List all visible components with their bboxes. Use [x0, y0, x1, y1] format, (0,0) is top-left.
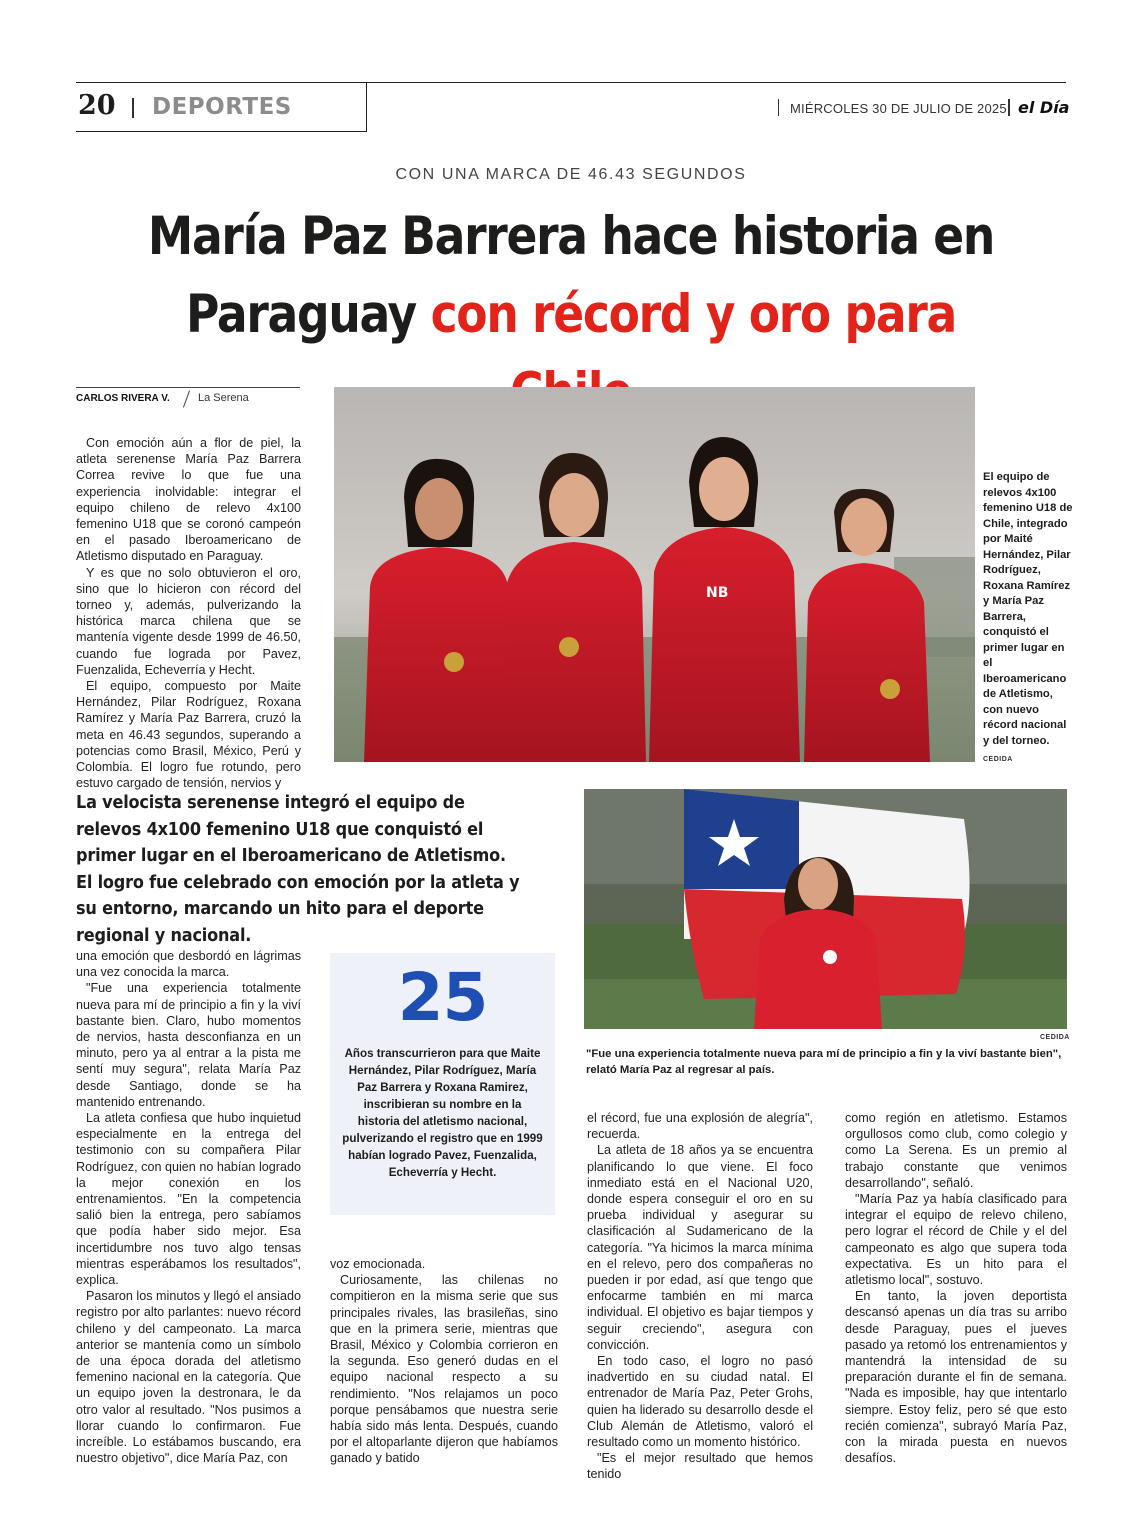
body-paragraph: En todo caso, el logro no pasó inadvertido en su ciudad natal. El entrenador de María Paz, Peter Grohs, quien ha liderado su desarrollo desde el Club Alemán de Atletismo, valoró el resultado como un momento histórico.	[587, 1354, 813, 1450]
body-paragraph: Y es que no solo obtuvieron el oro, sino que lo hicieron con récord del torneo y, además, pulverizando la histórica marca chilena que se mantenía vigente desde 1999 de 46.50, cuando fue lograda por Pavez, Fuenzalida, Echeverría y Hecht.	[76, 565, 301, 677]
highlight-box	[330, 953, 555, 1215]
headline-red-part: con récord y oro para	[430, 284, 957, 345]
flag-photo-credit: CEDIDA	[1040, 1034, 1070, 1041]
body-column-1-bottom	[76, 948, 301, 1467]
flag-photo-caption: "Fue una experiencia totalmente nueva para mí de principio a fin y la viví bastante bien", relató María Paz al regresar al país.	[586, 1048, 1062, 1076]
body-column-4	[845, 1110, 1067, 1466]
svg-text:NB: NB	[706, 585, 729, 601]
byline-location: La Serena	[198, 392, 249, 404]
header-separator	[132, 98, 134, 118]
body-paragraph: "Es el mejor resultado que hemos tenido	[587, 1451, 813, 1482]
body-paragraph: Con emoción aún a flor de piel, la atleta serenense María Paz Barrera Correa revive lo que fue una experiencia inolvidable: integrar el equipo chileno de relevo 4x100 femenino U18 que se coronó campeón en el pasado Iberoamericano de Atletismo disputado en Paraguay.	[76, 436, 301, 564]
page-number: 20	[78, 90, 116, 121]
headline-dark-part: Paraguay	[185, 284, 416, 345]
body-paragraph: el récord, fue una explosión de alegría", recuerda.	[587, 1111, 813, 1142]
body-column-1-top	[76, 435, 301, 791]
podium-photo-caption: El equipo de relevos 4x100 femenino U18 de Chile, integrado por Maité Hernández, Pilar Rodríguez, Roxana Ramírez y María Paz Barrera, conquistó el primer lugar en el Iberoamericano de Atletismo, con nuevo récord nacional y del torneo.	[983, 471, 1073, 747]
newspaper-logo: el Día	[1018, 98, 1070, 117]
body-paragraph: La atleta de 18 años ya se encuentra planificando lo que viene. El foco inmediato está en el Nacional U20, donde espera conseguir el oro en su prueba individual y asegurar su clasificación al Sudamericano de la categoría. "Ya hicimos la marca mínima en el relevo, pero dos compañeras no pueden ir por edad, así que tengo que enfocarme también en mi marca individual. El objetivo es bajar tiempos y seguir creciendo", asegura con convicción.	[587, 1143, 813, 1352]
body-paragraph: Pasaron los minutos y llegó el ansiado registro por alto parlantes: nuevo récord chileno y del campeonato. La marca anterior se mantenía como un símbolo de una época dorada del atletismo femenino nacional en la categoría. Que un equipo joven la destronara, le da otro valor al resultado. "Nos pusimos a llorar cuando lo confirmaron. Fue increíble. Lo estábamos buscando, era nuestro objetivo", dice María Paz, con	[76, 1289, 301, 1466]
header-divider	[366, 82, 367, 132]
header-bottom-rule	[76, 131, 366, 132]
highlight-text: Años transcurrieron para que Maite Hernández, Pilar Rodríguez, María Paz Barrera y Roxana Ramirez, inscribieran su nombre en la historia del atletismo nacional, pulverizando el registro que en 1999 habían logrado Pavez, Fuenzalida, Echeverría y Hecht.	[342, 1047, 543, 1179]
body-column-3	[587, 1110, 813, 1483]
byline-author: CARLOS RIVERA V.	[76, 393, 170, 404]
date-separator	[778, 99, 779, 116]
issue-date: MIÉRCOLES 30 DE JULIO DE 2025	[790, 101, 1007, 116]
highlight-number: 25	[397, 959, 488, 1036]
body-paragraph: "Fue una experiencia totalmente nueva para mí de principio a fin y la viví bastante bien. Claro, hubo momentos de nervios, hasta desconfianza en un minuto, pero ya al entrar a la pista me sentí muy segura", relata María Paz desde Santiago, donde se ha mantenido entrenando.	[76, 981, 301, 1109]
podium-photo-image	[334, 387, 975, 762]
section-name: DEPORTES	[152, 94, 292, 120]
body-paragraph: La atleta confiesa que hubo inquietud especialmente en la entrega del testimonio con su compañera Pilar Rodríguez, con quien no habían logrado la mejor conexión en los entrenamientos. "En la competencia salió bien la entrega, pero sabíamos que podía haber sido mejor. Esa incertidumbre nos tuvo algo tensas mientras esperábamos los resultados", explica.	[76, 1111, 301, 1288]
body-paragraph: El equipo, compuesto por Maite Hernández, Pilar Rodríguez, Roxana Ramírez y María Paz Barrera, cruzó la meta en 46.43 segundos, superando a potencias como Brasil, México, Perú y Colombia. El logro fue rotundo, pero estuvo cargado de tensión, nervios y	[76, 679, 301, 791]
body-paragraph: En tanto, la joven deportista descansó apenas un día tras su arribo desde Paraguay, pues el jueves pasado ya retomó los entrenamientos y mantendrá la intensidad de su preparación durante el fin de semana. "Nada es imposible, hay que intentarlo siempre. Estoy feliz, pero sé que esto recién comienza", subrayó María Paz, con la mirada puesta en nuevos desafíos.	[845, 1289, 1067, 1466]
body-paragraph: Curiosamente, las chilenas no compitieron en la misma serie que sus principales rivales, las brasileñas, sino que en la primera serie, mientras que Brasil, México y Colombia corrieron en la segunda. Eso generó dudas en el equipo nacional respecto a su rendimiento. "Nos relajamos un poco porque pensábamos que nuestra serie había sido más lenta. Después, cuando por el altoparlante dijeron que habíamos ganado y batido	[330, 1273, 558, 1466]
headline-line-1: María Paz Barrera hace historia en	[147, 206, 995, 267]
body-column-2	[330, 1256, 558, 1467]
body-paragraph: voz emocionada.	[330, 1257, 426, 1271]
body-paragraph: una emoción que desbordó en lágrimas una vez conocida la marca.	[76, 949, 301, 980]
podium-photo-credit: CEDIDA	[983, 756, 1013, 763]
article-kicker: CON UNA MARCA DE 46.43 SEGUNDOS	[395, 166, 747, 183]
body-paragraph: como región en atletismo. Estamos orgullosos como club, como colegio y como La Serena. Es un premio al trabajo constante que venimos desarrollando", señaló.	[845, 1111, 1067, 1190]
byline-rule	[76, 387, 300, 388]
article-lead: La velocista serenense integró el equipo de relevos 4x100 femenino U18 que conquistó el primer lugar en el Iberoamericano de Atletismo. El logro fue celebrado con emoción por la atleta y su entorno, marcando un hito para el deporte regional y nacional.	[76, 793, 520, 946]
podium-photo	[334, 387, 975, 762]
body-paragraph: "María Paz ya había clasificado para integrar el equipo de relevo chileno, pero lograr el récord de Chile y el del campeonato es algo que supera toda expectativa. Es un hito para el atletismo local", sostuvo.	[845, 1192, 1067, 1288]
logo-separator	[1008, 99, 1010, 116]
flag-photo	[584, 789, 1067, 1029]
header-top-rule	[76, 82, 1066, 83]
flag-photo-image	[584, 789, 1067, 1029]
